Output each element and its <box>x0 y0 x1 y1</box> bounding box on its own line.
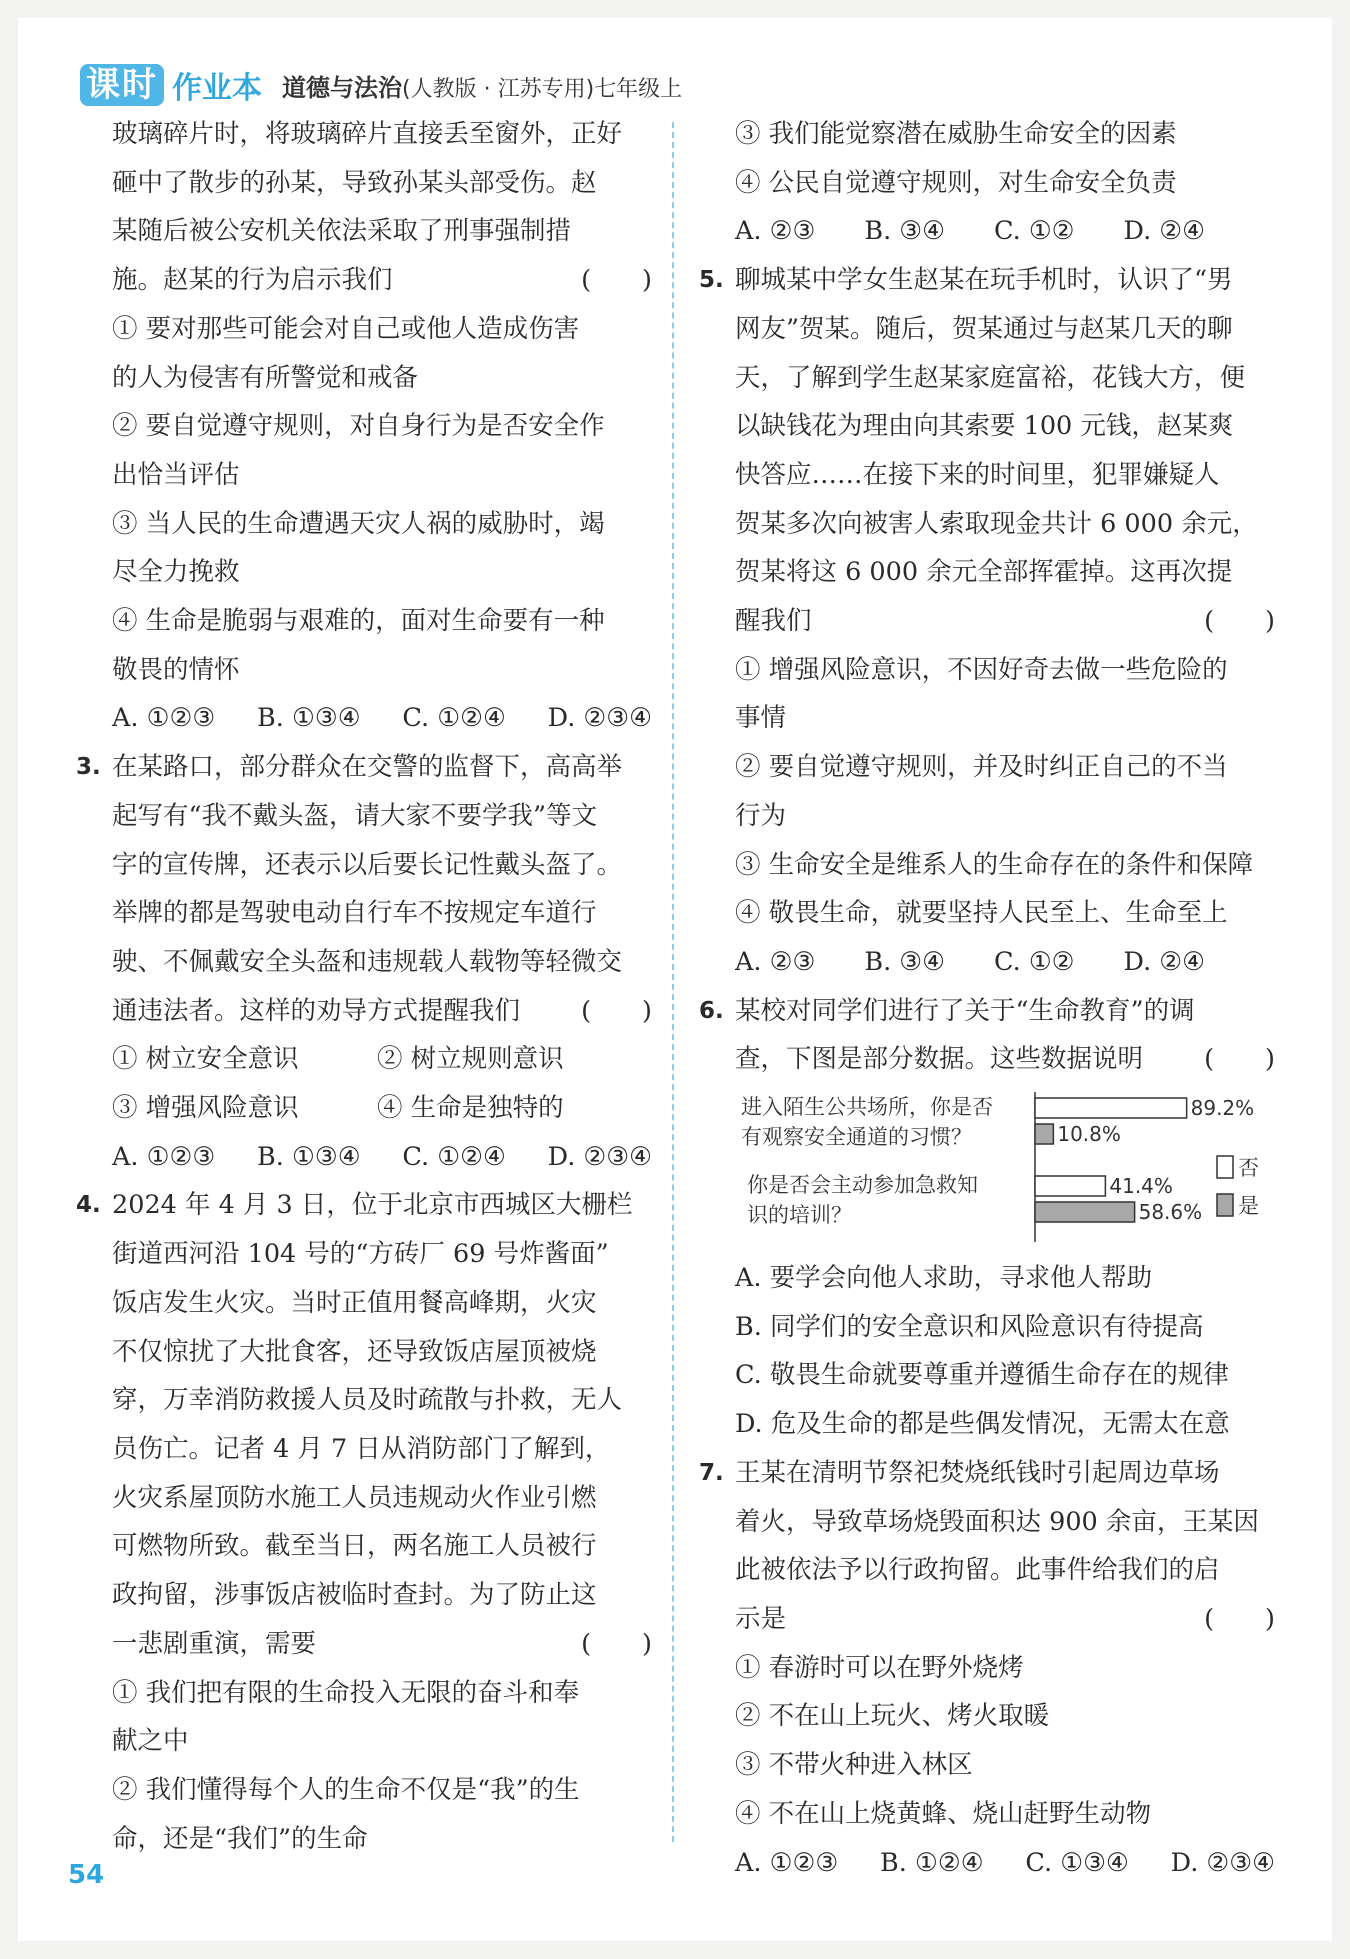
subject-line <box>282 68 682 103</box>
answer-choices <box>735 207 1205 256</box>
option-item: ③ 当人民的生命遭遇天灾人祸的威胁时，竭 <box>112 508 605 539</box>
choice-a: A. 要学会向他人求助，寻求他人帮助 <box>735 1263 1153 1294</box>
edition-text: (人教版 · 江苏专用)七年级上 <box>402 76 683 102</box>
text-line: 此被依法予以行政拘留。此事件给我们的启 <box>735 1555 1220 1586</box>
subject-name: 道德与法治 <box>282 73 402 102</box>
option-item: ① 我们把有限的生命投入无限的奋斗和奉 <box>112 1677 580 1708</box>
option-item: ③ 不带火种进入林区 <box>735 1750 973 1781</box>
choice-a: A. ②③ <box>735 216 816 247</box>
option-item-cont: 行为 <box>735 800 787 831</box>
option-item-cont: 出恰当评估 <box>112 459 240 490</box>
text-line: 饭店发生火灾。当时正值用餐高峰期，火灾 <box>112 1287 597 1318</box>
question-4-continued <box>735 110 1275 256</box>
answer-paren: ( ) <box>1204 606 1275 637</box>
legend-swatch-yes <box>1217 1194 1233 1216</box>
option-item: ② 不在山上玩火、烤火取暖 <box>735 1701 1050 1732</box>
text-line: 政拘留，涉事饭店被临时查封。为了防止这 <box>112 1580 597 1611</box>
answer-paren: ( ) <box>581 265 652 296</box>
data-label: 58.6% <box>1138 1200 1203 1225</box>
text-line: 2024 年 4 月 3 日，位于北京市西城区大栅栏 <box>112 1190 633 1221</box>
data-label: 41.4% <box>1109 1174 1173 1199</box>
option-item-cont: 尽全力挽救 <box>112 557 240 588</box>
choice-b: B. 同学们的安全意识和风险意识有待提高 <box>735 1311 1204 1342</box>
text-line <box>112 256 652 305</box>
choice-a: A. ①②③ <box>112 703 216 734</box>
text-line: 王某在清明节祭祀焚烧纸钱时引起周边草场 <box>735 1457 1220 1488</box>
text-line-content: 示是 <box>735 1603 787 1634</box>
choice-c: C. ①② <box>994 946 1075 977</box>
text-line: 快答应……在接下来的时间里，犯罪嫌疑人 <box>735 459 1220 490</box>
option-item-cont: 献之中 <box>112 1726 189 1757</box>
choice-c: C. ①②④ <box>402 1141 506 1172</box>
choice-c: C. ①③④ <box>1025 1847 1129 1878</box>
question-number: 5. <box>699 267 724 294</box>
option-item: ① 树立安全意识 <box>112 1044 299 1075</box>
data-label: 89.2% <box>1190 1096 1255 1121</box>
text-line: 贺某多次向被害人索取现金共计 6 000 余元， <box>735 508 1258 539</box>
choice-c: C. ①② <box>994 216 1075 247</box>
choice-b: B. ③④ <box>864 946 946 977</box>
text-line: 可燃物所致。截至当日，两名施工人员被行 <box>112 1531 597 1562</box>
answer-paren: ( ) <box>581 1628 652 1659</box>
text-line: 聊城某中学女生赵某在玩手机时，认识了“男 <box>735 265 1233 296</box>
choice-b: B. ③④ <box>864 216 946 247</box>
question-7 <box>699 1449 1275 1887</box>
question-2-continued <box>112 110 652 743</box>
question-5 <box>699 256 1275 987</box>
text-line: 不仅惊扰了大批食客，还导致饭店屋顶被烧 <box>112 1336 597 1367</box>
option-item-cont: 命，还是“我们”的生命 <box>112 1823 368 1854</box>
text-line: 在某路口，部分群众在交警的监督下，高高举 <box>112 752 623 783</box>
option-item: ④ 公民自觉遵守规则，对生命安全负责 <box>735 167 1177 198</box>
option-item: ④ 敬畏生命，就要坚持人民至上、生命至上 <box>735 898 1228 929</box>
book-logo <box>80 63 262 107</box>
choice-c: C. 敬畏生命就要尊重并遵循生命存在的规律 <box>735 1360 1229 1391</box>
option-row <box>112 1084 652 1133</box>
text-line: 着火，导致草场烧毁面积达 900 余亩，王某因 <box>735 1506 1259 1537</box>
text-line: 字的宣传牌，还表示以后要长记性戴头盔了。 <box>112 849 623 880</box>
option-item: ④ 不在山上烧黄蜂、烧山赶野生动物 <box>735 1798 1152 1829</box>
question-4 <box>76 1181 652 1863</box>
choice-d: D. ②④ <box>1123 946 1205 977</box>
option-row <box>112 1035 652 1084</box>
survey-bar-chart <box>735 1084 1275 1254</box>
category-label: 你是否会主动参加急救知 <box>747 1173 978 1198</box>
text-line-content: 施。赵某的行为启示我们 <box>112 265 393 296</box>
choice-a: A. ①②③ <box>112 1141 216 1172</box>
text-line: 某校对同学们进行了关于“生命教育”的调 <box>735 995 1195 1026</box>
option-item: ③ 生命安全是维系人的生命存在的条件和保障 <box>735 849 1254 880</box>
choice-d: D. 危及生命的都是些偶发情况，无需太在意 <box>735 1409 1230 1440</box>
legend-label-no: 否 <box>1238 1156 1259 1181</box>
choice-c: C. ①②④ <box>402 703 506 734</box>
question-number: 4. <box>76 1192 101 1219</box>
bar-no-1 <box>1035 1098 1187 1118</box>
text-line: 起写有“我不戴头盔，请大家不要学我”等文 <box>112 800 598 831</box>
text-line: 举牌的都是驾驶电动自行车不按规定车道行 <box>112 898 597 929</box>
option-item-cont: 的人为侵害有所警觉和戒备 <box>112 362 419 393</box>
question-number: 7. <box>699 1459 724 1486</box>
text-line <box>112 987 652 1036</box>
answer-choices <box>735 1839 1275 1888</box>
text-line-content: 查，下图是部分数据。这些数据说明 <box>735 1044 1144 1075</box>
text-line: 玻璃碎片时，将玻璃碎片直接丢至窗外，正好 <box>112 119 623 149</box>
answer-paren: ( ) <box>1204 1603 1275 1634</box>
choice-a: A. ①②③ <box>735 1847 839 1878</box>
column-divider <box>672 122 674 1842</box>
option-item: ① 增强风险意识，不因好奇去做一些危险的 <box>735 654 1228 685</box>
answer-paren: ( ) <box>1204 1044 1275 1075</box>
text-line-content: 醒我们 <box>735 606 812 637</box>
right-column <box>699 110 1275 1887</box>
category-label: 识的培训？ <box>747 1203 852 1228</box>
choice-d: D. ②③④ <box>1170 1847 1275 1878</box>
page-number: 54 <box>68 1860 105 1890</box>
question-6 <box>699 987 1275 1449</box>
text-line <box>735 1035 1275 1084</box>
answer-paren: ( ) <box>581 995 652 1026</box>
option-item: ② 树立规则意识 <box>377 1044 564 1075</box>
option-item: ③ 我们能觉察潜在威胁生命安全的因素 <box>735 119 1177 149</box>
answer-choices <box>112 694 652 743</box>
text-line-content: 一悲剧重演，需要 <box>112 1628 317 1659</box>
question-number: 3. <box>76 754 101 781</box>
option-item: ① 要对那些可能会对自己或他人造成伤害 <box>112 313 580 344</box>
legend-swatch-no <box>1217 1156 1233 1178</box>
text-line: 穿，万幸消防救援人员及时疏散与扑救，无人 <box>112 1385 623 1416</box>
option-item: ① 春游时可以在野外烧烤 <box>735 1652 1024 1683</box>
bar-no-2 <box>1035 1176 1105 1196</box>
bar-yes-1 <box>1035 1124 1053 1144</box>
option-item: ④ 生命是独特的 <box>377 1093 564 1124</box>
text-line: 火灾系屋顶防水施工人员违规动火作业引燃 <box>112 1482 597 1513</box>
left-column <box>76 110 652 1863</box>
text-line: 贺某将这 6 000 余元全部挥霍掉。这再次提 <box>735 557 1233 588</box>
text-line: 天，了解到学生赵某家庭富裕，花钱大方，便 <box>735 362 1246 393</box>
text-line: 以缺钱花为理由向其索要 100 元钱，赵某爽 <box>735 411 1234 442</box>
text-line: 砸中了散步的孙某，导致孙某头部受伤。赵 <box>112 167 597 198</box>
text-line: 街道西河沿 104 号的“方砖厂 69 号炸酱面” <box>112 1239 609 1270</box>
bar-yes-2 <box>1035 1202 1135 1222</box>
option-item-cont: 敬畏的情怀 <box>112 654 240 685</box>
logo-title: 作业本 <box>172 71 262 106</box>
option-item: ④ 生命是脆弱与艰难的，面对生命要有一种 <box>112 606 605 637</box>
answer-choices <box>112 1133 652 1182</box>
text-line: 网友”贺某。随后，贺某通过与赵某几天的聊 <box>735 313 1233 344</box>
legend-label-yes: 是 <box>1238 1194 1259 1219</box>
text-line <box>112 1620 652 1669</box>
category-label: 有观察安全通道的习惯？ <box>741 1125 972 1150</box>
choice-b: B. ①②④ <box>880 1847 984 1878</box>
text-line: 某随后被公安机关依法采取了刑事强制措 <box>112 216 572 247</box>
choice-d: D. ②③④ <box>547 1141 652 1172</box>
option-item: ③ 增强风险意识 <box>112 1093 299 1124</box>
data-label: 10.8% <box>1057 1122 1121 1147</box>
page-header <box>80 62 682 108</box>
question-3 <box>76 743 652 1181</box>
question-number: 6. <box>699 997 724 1024</box>
category-label: 进入陌生公共场所，你是否 <box>741 1095 993 1120</box>
choice-d: D. ②③④ <box>547 703 652 734</box>
text-line-content: 通违法者。这样的劝导方式提醒我们 <box>112 995 521 1026</box>
text-line: 员伤亡。记者 4 月 7 日从消防部门了解到， <box>112 1433 611 1464</box>
choice-b: B. ①③④ <box>257 1141 361 1172</box>
choice-a: A. ②③ <box>735 946 816 977</box>
option-item: ② 要自觉遵守规则，对自身行为是否安全作 <box>112 411 605 442</box>
text-line <box>735 597 1275 646</box>
choice-b: B. ①③④ <box>257 703 361 734</box>
option-item: ② 我们懂得每个人的生命不仅是“我”的生 <box>112 1774 580 1805</box>
text-line: 驶、不佩戴安全头盔和违规载人载物等轻微交 <box>112 946 623 977</box>
text-line <box>735 1595 1275 1644</box>
answer-choices <box>735 938 1205 987</box>
logo-mark: 课时 <box>80 64 164 106</box>
option-item: ② 要自觉遵守规则，并及时纠正自己的不当 <box>735 752 1228 783</box>
option-item-cont: 事情 <box>735 703 787 734</box>
choice-d: D. ②④ <box>1123 216 1205 247</box>
